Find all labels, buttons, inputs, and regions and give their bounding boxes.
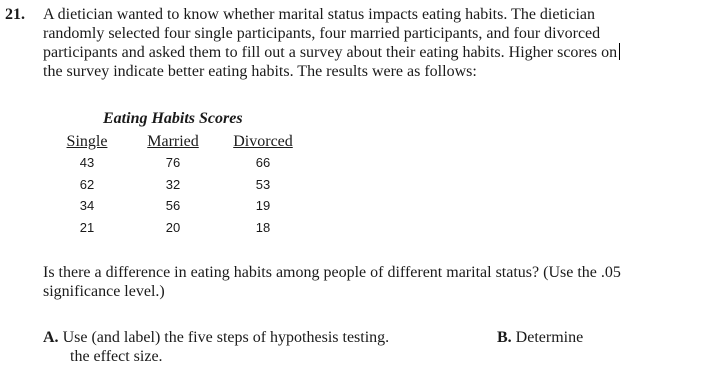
table-cell: 34 <box>79 198 95 213</box>
table-cell: 53 <box>255 176 271 192</box>
problem-line: randomly selected four single participants, four married participants, and four divorced <box>43 25 601 42</box>
table-cell: 20 <box>165 219 181 235</box>
table-title: Eating Habits Scores <box>103 110 243 127</box>
part-a-label: A. <box>43 329 59 346</box>
part-a-text: Use (and label) the five steps of hypothesis testing. <box>58 329 390 346</box>
question-line: Is there a difference in eating habits among people of different marital status? (Use the .05 <box>43 264 621 281</box>
table-cell: 76 <box>165 155 181 170</box>
table-cell: 62 <box>79 176 95 192</box>
part-b <box>497 329 583 347</box>
table-cell: 56 <box>165 198 181 213</box>
problem-statement <box>43 5 703 81</box>
part-b-text: Determine <box>511 329 584 346</box>
column-header: Married <box>147 133 199 150</box>
column-header: Divorced <box>233 133 293 150</box>
table-cell: 43 <box>79 155 95 170</box>
problem-line: the survey indicate better eating habits. The results were as follows: <box>43 63 477 80</box>
table-cell: 18 <box>255 219 271 235</box>
question-text <box>43 263 621 301</box>
text-cursor <box>619 43 620 60</box>
column-header: Single <box>66 133 108 150</box>
part-b-continued: the effect size. <box>70 348 163 365</box>
problem-line: participants and asked them to fill out a survey about their eating habits. Higher scores on <box>43 43 703 62</box>
table-cell: 21 <box>79 219 95 235</box>
column-married <box>143 131 203 238</box>
table-cell: 66 <box>255 155 271 170</box>
question-line: significance level.) <box>43 283 165 300</box>
table-cell: 19 <box>255 198 271 213</box>
part-a <box>43 329 389 347</box>
column-divorced <box>228 131 298 238</box>
part-b-label: B. <box>497 329 512 346</box>
question-number: 21. <box>5 6 25 23</box>
table-cell: 32 <box>165 176 181 192</box>
column-single <box>60 131 114 238</box>
problem-line: A dietician wanted to know whether marital status impacts eating habits. The dietician <box>43 6 595 23</box>
